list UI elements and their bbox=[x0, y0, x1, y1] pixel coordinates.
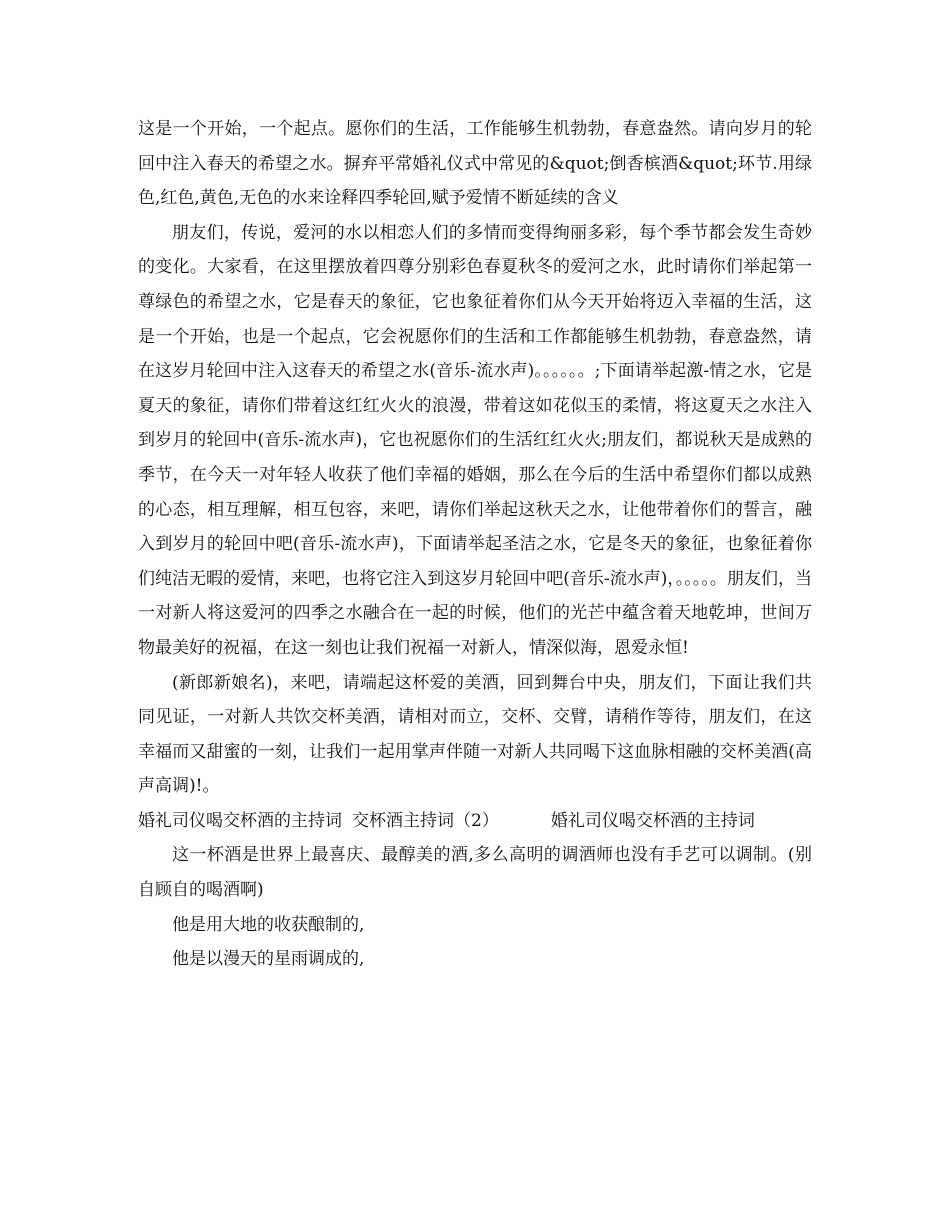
section-heading-subtitle: 交杯酒主持词（2） bbox=[352, 810, 499, 831]
paragraph-3: (新郎新娘名)，来吧，请端起这杯爱的美酒，回到舞台中央，朋友们，下面让我们共同见证，一对新人共饮交杯美酒，请相对而立，交杯、交臂，请稍作等待，朋友们，在这幸福而又甜蜜的一刻，让我们一起用掌声伴随一对新人共同喝下这血脉相融的交杯美酒(高声高调)!。 bbox=[138, 672, 812, 797]
paragraph-6: 他是以漫天的星雨调成的, bbox=[172, 949, 365, 970]
section-heading bbox=[138, 804, 812, 839]
paragraph-2: 朋友们，传说，爱河的水以相恋人们的多情而变得绚丽多彩，每个季节都会发生奇妙的变化。大家看，在这里摆放着四尊分别彩色春夏秋冬的爱河之水，此时请你们举起第一尊绿色的希望之水，它是春天的象征，它也象征着你们从今天开始将迈入幸福的生活，这是一个开始，也是一个起点，它会祝愿你们的生活和工作都能够生机勃勃，春意盎然，请在这岁月轮回中注入这春天的希望之水(音乐-流水声)。。。。。。;下面请举起激-情之水，它是夏天的象征，请你们带着这红红火火的浪漫，带着这如花似玉的柔情，将这夏天之水注入到岁月的轮回中(音乐-流水声)，它也祝愿你们的生活红红火火;朋友们，都说秋天是成熟的季节，在今天一对年轻人收获了他们幸福的婚姻，那么在今后的生活中希望你们都以成熟的心态，相互理解，相互包容，来吧，请你们举起这秋天之水，让他带着你们的誓言，融入到岁月的轮回中吧(音乐-流水声)，下面请举起圣洁之水，它是冬天的象征，也象征着你们纯洁无暇的爱情，来吧，也将它注入到这岁月轮回中吧(音乐-流水声)，。。。。。朋友们，当一对新人将这爱河的四季之水融合在一起的时候，他们的光芒中蕴含着天地乾坤，世间万物最美好的祝福，在这一刻也让我们祝福一对新人，情深似海，恩爱永恒! bbox=[138, 222, 812, 658]
section-heading-repeat: 婚礼司仪喝交杯酒的主持词 bbox=[550, 810, 755, 831]
section-heading-title: 婚礼司仪喝交杯酒的主持词 bbox=[138, 810, 342, 831]
paragraph-4: 这一杯酒是世界上最喜庆、最醇美的酒,多么高明的调酒师也没有手艺可以调制。(别自顾自的喝酒啊) bbox=[138, 845, 812, 901]
paragraph-1: 这是一个开始，一个起点。愿你们的生活，工作能够生机勃勃，春意盎然。请向岁月的轮回中注入春天的希望之水。摒弃平常婚礼仪式中常见的&quot;倒香槟酒&quot;环节.用绿色,红色,黄色,无色的水来诠释四季轮回,赋予爱情不断延续的含义 bbox=[138, 119, 812, 209]
paragraph-5: 他是用大地的收获酿制的, bbox=[172, 914, 365, 935]
document-page bbox=[138, 112, 812, 977]
